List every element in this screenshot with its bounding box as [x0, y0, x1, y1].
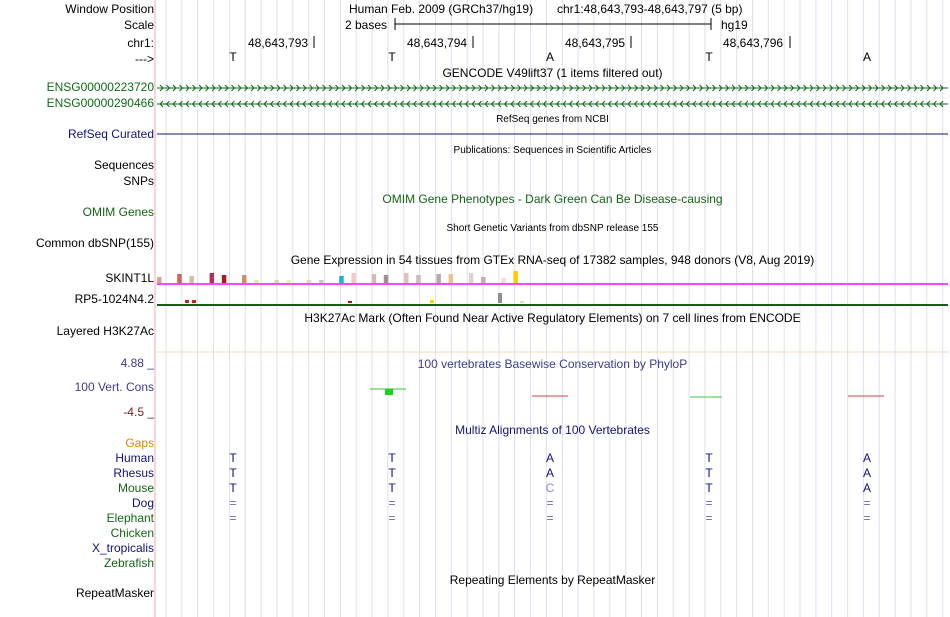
alignment-base-human: T [388, 451, 396, 465]
alignment-base-dog: = [705, 496, 713, 510]
gtex-bar-skint1l [384, 275, 389, 283]
species-human[interactable]: Human [115, 451, 154, 465]
gtex-bar-skint1l [469, 273, 474, 283]
gtex-bar-skint1l [189, 276, 194, 283]
alignment-base-mouse: T [705, 481, 713, 495]
track-label-omim[interactable]: OMIM Genes [82, 205, 154, 219]
gtex-bar-skint1l [501, 278, 506, 283]
ref-base-1: T [229, 50, 237, 64]
dbsnp-title: Short Genetic Variants from dbSNP release 155 [446, 223, 659, 234]
gtex-bar-rp5 [520, 301, 524, 303]
alignment-base-elephant: = [863, 511, 871, 525]
gtex-bar-skint1l [254, 280, 259, 283]
phylop-title: 100 vertebrates Basewise Conservation by PhyloP [417, 357, 688, 371]
track-label-vert-cons[interactable]: 100 Vert. Cons [74, 380, 154, 394]
track-label-gene1[interactable]: ENSG00000223720 [46, 80, 154, 94]
ref-base-5: A [862, 50, 871, 64]
alignment-base-human: T [705, 451, 713, 465]
track-label-refseq[interactable]: RefSeq Curated [67, 127, 154, 141]
phylop-bar-1 [385, 389, 393, 395]
refseq-title: RefSeq genes from NCBI [496, 114, 609, 125]
gtex-bar-skint1l [287, 280, 292, 283]
alignment-base-elephant: = [388, 511, 396, 525]
gtex-bar-rp5 [498, 293, 502, 303]
alignment-base-dog: = [229, 496, 237, 510]
ref-base-2: T [388, 50, 396, 64]
coord-2: 48,643,794 [407, 36, 468, 50]
track-label-gene2[interactable]: ENSG00000290466 [46, 96, 154, 110]
track-label-sequences[interactable]: Sequences [93, 158, 154, 172]
track-label-h3k27ac[interactable]: Layered H3K27Ac [56, 324, 154, 338]
species-rhesus[interactable]: Rhesus [113, 466, 154, 480]
multiz-title: Multiz Alignments of 100 Vertebrates [455, 423, 650, 437]
species-mouse[interactable]: Mouse [117, 481, 154, 495]
gtex-bar-skint1l [481, 277, 486, 283]
gtex-title: Gene Expression in 54 tissues from GTEx RNA-seq of 17382 samples, 948 donors (V8, Aug 2019) [290, 253, 815, 267]
publications-title: Publications: Sequences in Scientific Articles [453, 145, 652, 156]
track-label-rp5[interactable]: RP5-1024N4.2 [74, 292, 154, 306]
species-chicken[interactable]: Chicken [110, 526, 154, 540]
gtex-bar-skint1l [416, 275, 421, 283]
alignment-base-human: A [545, 451, 554, 465]
track-label-snps[interactable]: SNPs [123, 174, 154, 188]
repeatmasker-title: Repeating Elements by RepeatMasker [449, 573, 656, 587]
label-chr: chr1: [127, 36, 154, 50]
alignment-base-mouse: T [229, 481, 237, 495]
alignment-base-human: A [862, 451, 871, 465]
gtex-bar-skint1l [449, 274, 454, 283]
species-elephant[interactable]: Elephant [106, 511, 154, 525]
gtex-bar-skint1l [274, 280, 279, 283]
label-scale: Scale [123, 18, 154, 32]
gtex-bar-skint1l [372, 274, 377, 283]
axis-top-value: 4.88 _ [120, 356, 154, 370]
track-label-dbsnp[interactable]: Common dbSNP(155) [35, 236, 154, 250]
coord-4: 48,643,796 [723, 36, 784, 50]
alignment-base-rhesus: A [862, 466, 871, 480]
gtex-bar-skint1l [210, 273, 215, 283]
alignment-base-mouse: C [545, 481, 555, 495]
alignment-base-mouse: A [862, 481, 871, 495]
gtex-bar-skint1l [307, 280, 312, 283]
gtex-bar-skint1l [319, 280, 324, 283]
track-label-gaps: Gaps [125, 436, 154, 450]
alignment-base-dog: = [863, 496, 871, 510]
h3k27ac-title: H3K27Ac Mark (Often Found Near Active Regulatory Elements) on 7 cell lines from ENCODE [304, 311, 801, 325]
coord-3: 48,643,795 [565, 36, 626, 50]
species-dog[interactable]: Dog [131, 496, 154, 510]
alignment-base-mouse: T [388, 481, 396, 495]
omim-title: OMIM Gene Phenotypes - Dark Green Can Be Disease-causing [382, 192, 723, 206]
gtex-bar-rp5 [192, 300, 196, 303]
species-zebrafish[interactable]: Zebrafish [103, 556, 154, 570]
gtex-bar-skint1l [404, 273, 409, 283]
gtex-bar-rp5 [348, 301, 352, 303]
alignment-base-rhesus: T [388, 466, 396, 480]
gencode-title: GENCODE V49lift37 (1 items filtered out) [442, 66, 663, 80]
db-text: hg19 [721, 18, 748, 32]
axis-bottom-value: -4.5 _ [123, 405, 154, 419]
gtex-bar-skint1l [513, 271, 518, 283]
gtex-bar-skint1l [177, 274, 182, 283]
alignment-base-elephant: = [229, 511, 237, 525]
gtex-bar-skint1l [157, 277, 162, 283]
alignment-base-rhesus: A [545, 466, 554, 480]
alignment-base-dog: = [546, 496, 554, 510]
gtex-bar-skint1l [339, 276, 344, 283]
track-label-repeatmasker[interactable]: RepeatMasker [75, 586, 154, 600]
alignment-base-rhesus: T [229, 466, 237, 480]
label-window-position: Window Position [65, 2, 154, 16]
gtex-bar-rp5 [185, 300, 189, 303]
gtex-bar-skint1l [351, 273, 356, 283]
alignment-base-dog: = [388, 496, 396, 510]
track-label-skint1l[interactable]: SKINT1L [105, 271, 154, 285]
assembly-title: Human Feb. 2009 (GRCh37/hg19) [349, 2, 534, 16]
species-x-tropicalis[interactable]: X_tropicalis [91, 541, 154, 555]
gtex-bar-rp5 [430, 300, 434, 303]
alignment-base-elephant: = [546, 511, 554, 525]
ref-base-4: T [705, 50, 713, 64]
label-strand-arrow: ---> [135, 52, 154, 66]
position-text: chr1:48,643,793-48,643,797 (5 bp) [557, 2, 743, 16]
gtex-bar-skint1l [222, 275, 227, 283]
alignment-base-human: T [229, 451, 237, 465]
coord-1: 48,643,793 [248, 36, 309, 50]
scale-text: 2 bases [345, 18, 388, 32]
alignment-base-rhesus: T [705, 466, 713, 480]
alignment-base-elephant: = [705, 511, 713, 525]
gtex-bar-skint1l [242, 275, 247, 283]
ref-base-3: A [545, 50, 554, 64]
gtex-bar-skint1l [436, 274, 441, 283]
